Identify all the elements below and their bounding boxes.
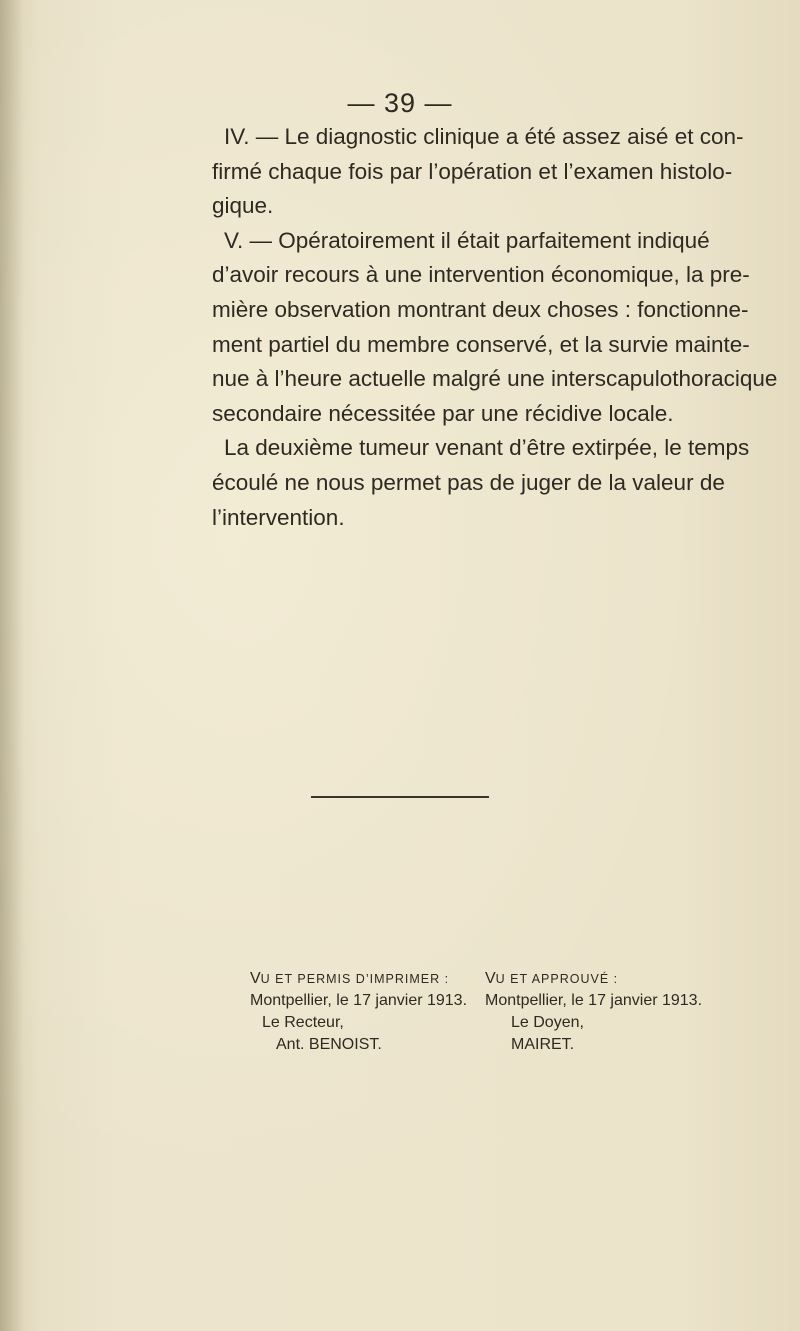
- section-divider: [311, 796, 489, 798]
- approval-block: [485, 968, 702, 1056]
- text-line: gique.: [212, 193, 274, 219]
- text-line: mière observation montrant deux choses : fonctionne-: [212, 296, 749, 322]
- text-line: V. — Opératoirement il était parfaitement indiqué: [224, 227, 710, 253]
- text-line: d’avoir recours à une intervention économique, la pre-: [212, 262, 750, 288]
- text-line: l’intervention.: [212, 504, 345, 530]
- text-line: La deuxième tumeur venant d’être extirpée, le temps: [224, 435, 750, 461]
- page-binding-shadow: [0, 0, 24, 1331]
- approval-name: MAIRET.: [511, 1036, 575, 1053]
- page-number: — 39 —: [347, 88, 453, 118]
- imprimatur-name: Ant. BENOIST.: [276, 1036, 382, 1053]
- approval-place-date: Montpellier, le 17 janvier 1913.: [485, 992, 703, 1009]
- paragraph-iv: [212, 120, 744, 224]
- text-line: ment partiel du membre conservé, et la survie mainte-: [212, 331, 750, 357]
- approval-role: Le Doyen,: [511, 1014, 584, 1031]
- paragraph-v: [212, 224, 778, 432]
- text-line: secondaire nécessitée par une récidive locale.: [212, 400, 674, 426]
- text-line: IV. — Le diagnostic clinique a été assez aisé et con-: [224, 124, 744, 149]
- imprimatur-block: [250, 968, 467, 1056]
- text-line: écoulé ne nous permet pas de juger de la valeur de: [212, 469, 725, 495]
- imprimatur-heading: VU ET PERMIS D’IMPRIMER :: [250, 970, 450, 987]
- approval-heading: VU ET APPROUVÉ :: [485, 970, 619, 987]
- paragraph-conclusion: [212, 431, 750, 535]
- text-line: nue à l’heure actuelle malgré une interscapulothoracique: [212, 366, 778, 392]
- text-line: firmé chaque fois par l’opération et l’examen histolo-: [212, 158, 733, 184]
- body-text: [212, 120, 778, 535]
- imprimatur-place-date: Montpellier, le 17 janvier 1913.: [250, 992, 468, 1009]
- imprimatur-role: Le Recteur,: [262, 1014, 344, 1031]
